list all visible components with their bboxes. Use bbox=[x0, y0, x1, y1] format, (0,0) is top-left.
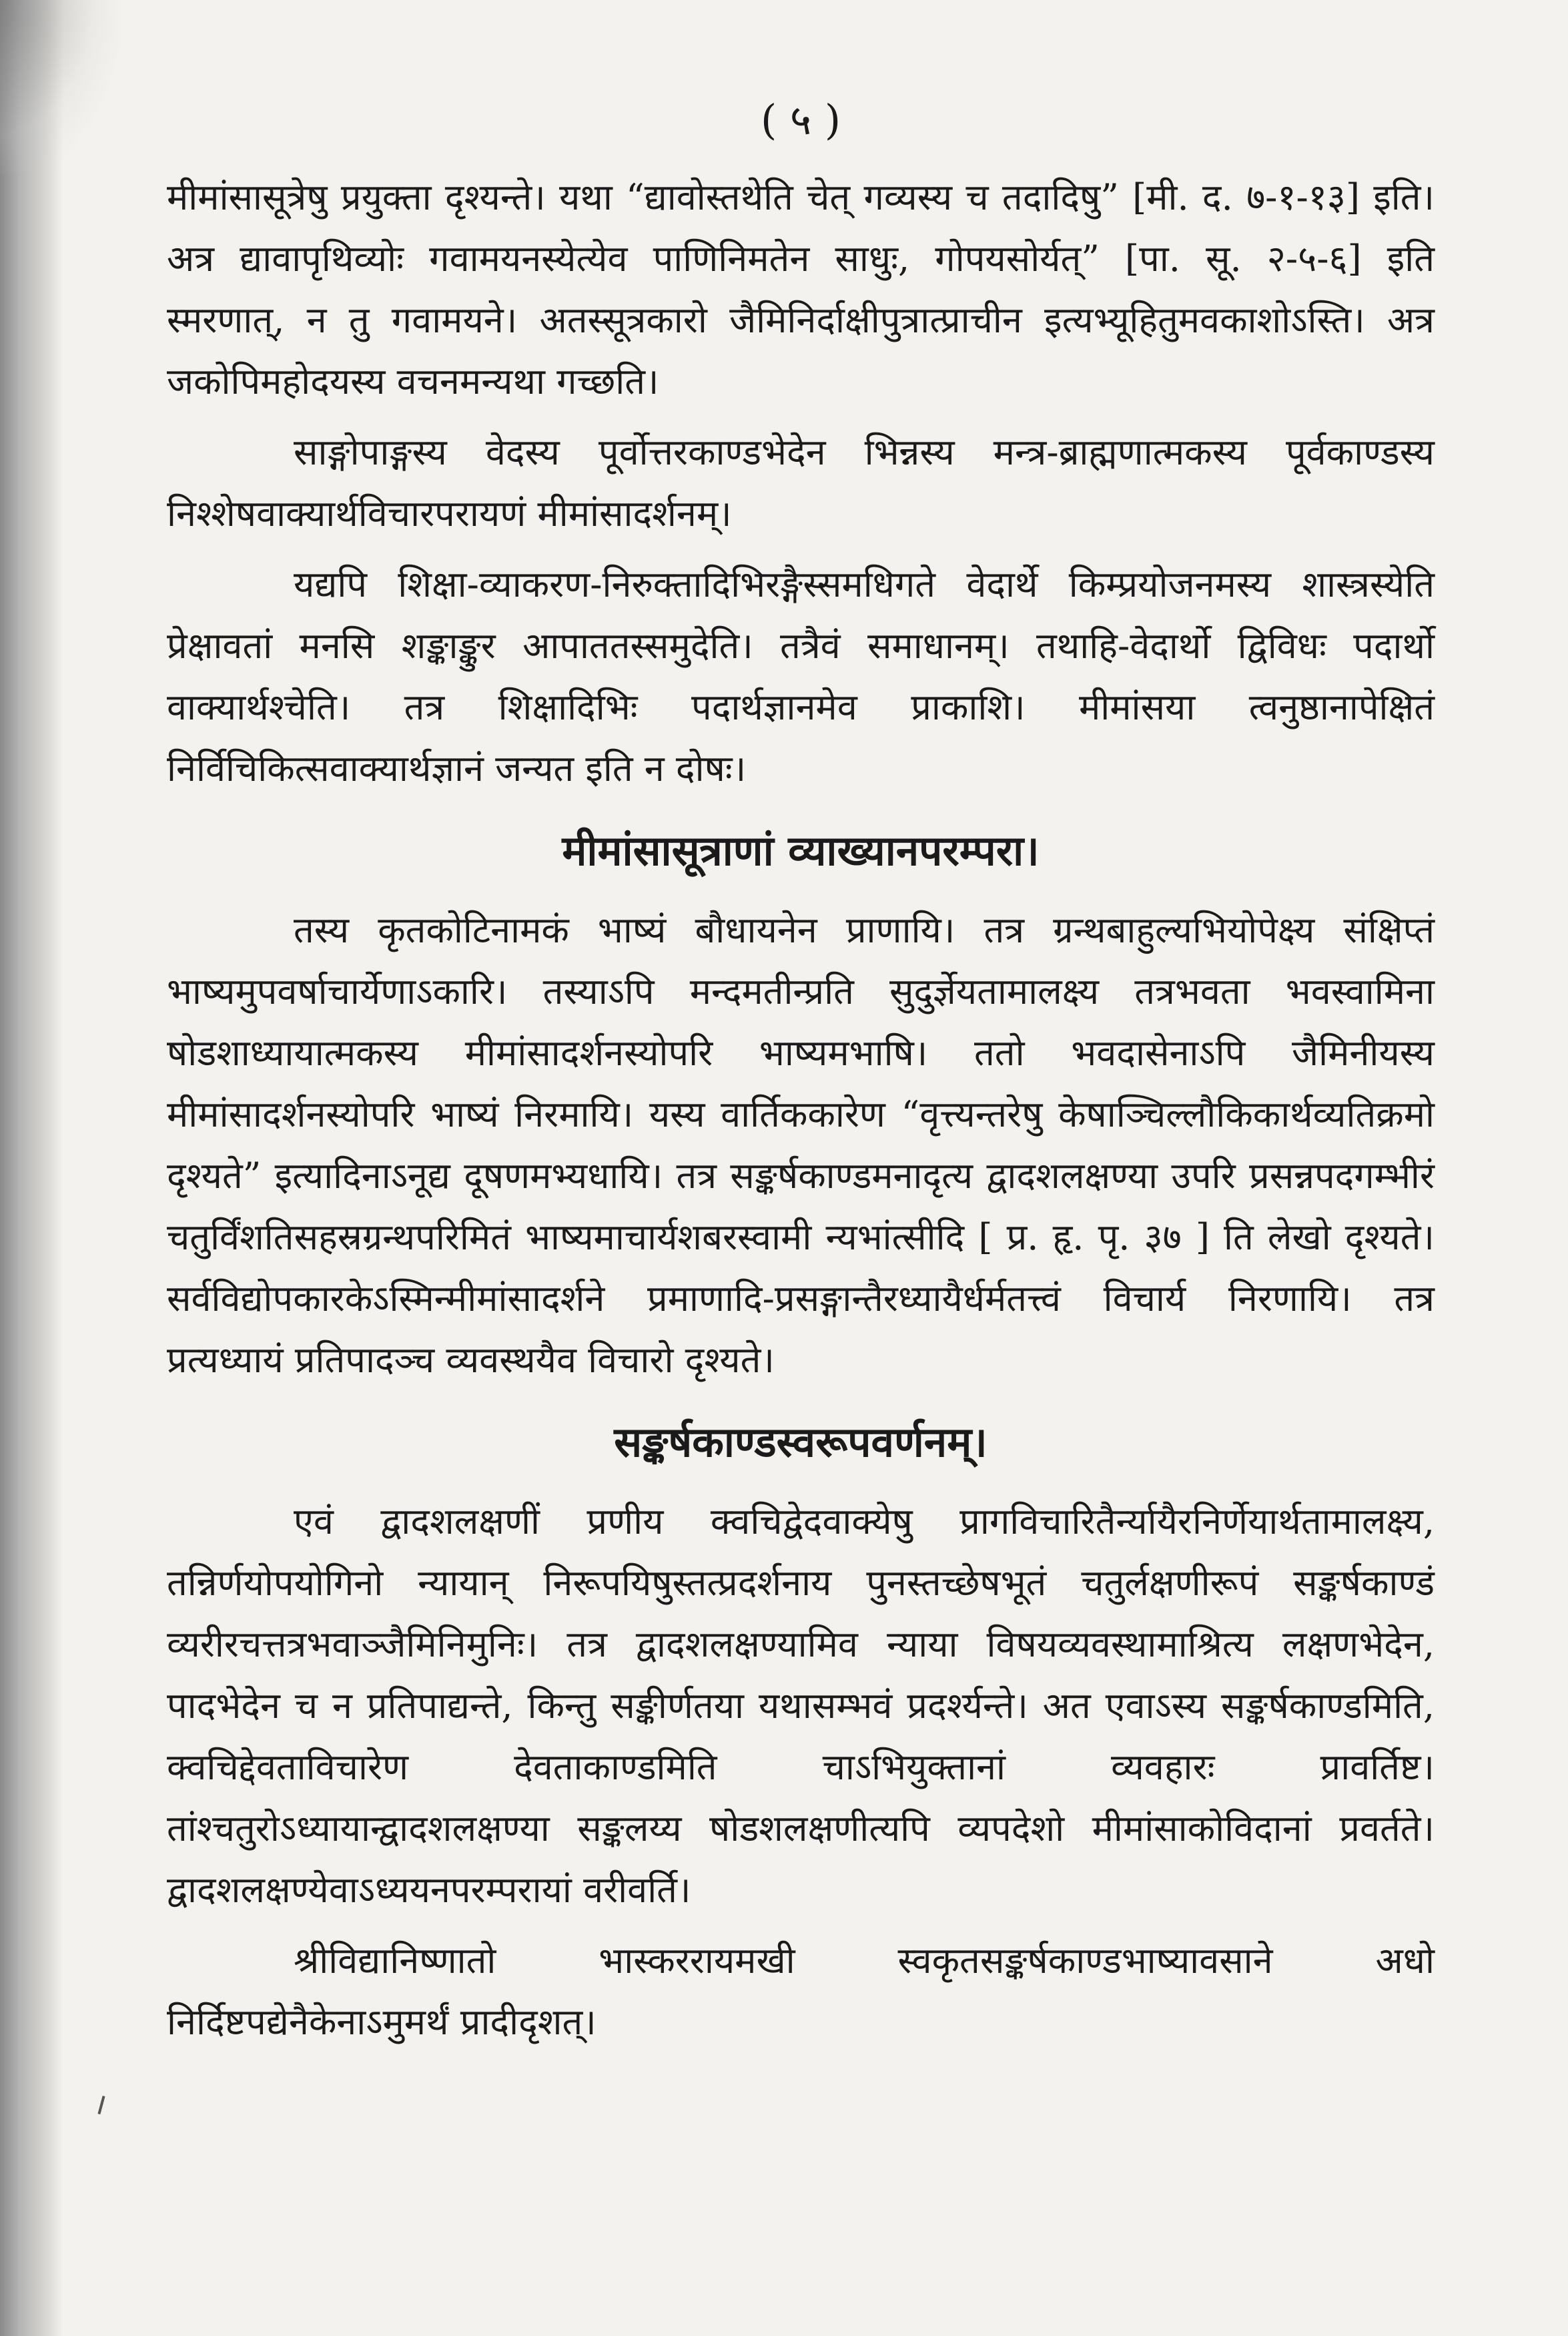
sankarsha-paragraph-2: श्रीविद्यानिष्णातो भास्कररायमखी स्वकृतसङ्कर्षकाण्डभाष्यावसाने अधो निर्दिष्टपद्येनैकेनाऽमुमर्थं प्रादीदृशत्। bbox=[167, 1940, 1435, 2043]
sankarsha-paragraph-1: एवं द्वादशलक्षणीं प्रणीय क्वचिद्वेदवाक्येषु प्रागविचारितैर्न्यायैरनिर्णेयार्थतामालक्ष्य, तन्निर्णयोपयोगिनो न्यायान् निरूपयिषुस्तत्प्रदर्शनाय पुनस्तच्छेषभूतं चतुर्लक्षणीरूपं सङ्कर्षकाण्डं व्यरीरचत्तत्रभवाञ्जैमिनिमुनिः। तत्र द्वादशलक्षण्यामिव न्याया विषयव्यवस्थामाश्रित्य लक्षणभेदेन, पादभेदेन च न प्रतिपाद्यन्ते, किन्तु सङ्कीर्णतया यथासम्भवं प्रदर्श्यन्ते। अत एवाऽस्य सङ्कर्षकाण्डमिति, क्वचिद्देवताविचारेण देवताकाण्डमिति चाऽभियुक्तानां व्यवहारः प्रावर्तिष्ट। तांश्चतुरोऽध्यायान्द्वादशलक्षण्या सङ्कलय्य षोडशलक्षणीत्यपि व्यपदेशो मीमांसाकोविदानां प्रवर्तते। द्वादशलक्षण्येवाऽध्ययनपरम्परायां वरीवर्ति। bbox=[167, 1500, 1435, 1911]
scan-shadow bbox=[0, 0, 120, 174]
vyakhyana-paragraph-1: तस्य कृतकोटिनामकं भाष्यं बौधायनेन प्राणायि। तत्र ग्रन्थबाहुल्यभियोपेक्ष्य संक्षिप्तं भाष्यमुपवर्षाचार्येणाऽकारि। तस्याऽपि मन्दमतीन्प्रति सुदुर्ज्ञेयतामालक्ष्य तत्रभवता भवस्वामिना षोडशाध्यायात्मकस्य मीमांसादर्शनस्योपरि भाष्यमभाषि। ततो भवदासेनाऽपि जैमिनीयस्य मीमांसादर्शनस्योपरि भाष्यं निरमायि। यस्य वार्तिककारेण “वृत्त्यन्तरेषु केषाञ्चिल्लौकिकार्थव्यतिक्रमो दृश्यते” इत्यादिनाऽनूद्य दूषणमभ्यधायि। तत्र सङ्कर्षकाण्डमनादृत्य द्वादशलक्षण्या उपरि प्रसन्नपदगम्भीरं चतुर्विंशतिसहस्रग्रन्थपरिमितं भाष्यमाचार्यशबरस्वामी न्यभांत्सीदि [ प्र. हृ. पृ. ३७ ] ति लेखो दृश्यते। सर्वविद्योपकारकेऽस्मिन्मीमांसादर्शने प्रमाणादि-प्रसङ्गान्तैरध्यायैर्धर्मतत्त्वं विचार्य निरणायि। तत्र प्रत्यध्यायं प्रतिपादञ्च व्यवस्थयैव विचारो दृश्यते। bbox=[167, 909, 1435, 1381]
intro-paragraph-1: मीमांसासूत्रेषु प्रयुक्ता दृश्यन्ते। यथा “द्यावोस्तथेति चेत् गव्यस्य च तदादिषु” [मी. द. ७-१-१३] इति। अत्र द्यावापृथिव्योः गवामयनस्येत्येव पाणिनिमतेन साधुः, गोपयसोर्यत्” [पा. सू. २-५-६] इति स्मरणात्, न तु गवामयने। अतस्सूत्रकारो जैमिनिर्दाक्षीपुत्रात्प्राचीन इत्यभ्यूहितुमवकाशोऽस्ति। अत्र जकोपिमहोदयस्य वचनमन्यथा गच्छति। bbox=[167, 176, 1435, 402]
scan-speck bbox=[97, 2096, 105, 2114]
document-page bbox=[167, 93, 1435, 2296]
scan-margin bbox=[0, 0, 63, 2336]
page-number: ( ५ ) bbox=[760, 95, 841, 144]
intro-paragraph-2: साङ्गोपाङ्गस्य वेदस्य पूर्वोत्तरकाण्डभेदेन भिन्नस्य मन्त्र-ब्राह्मणात्मकस्य पूर्वकाण्डस्य निश्शेषवाक्यार्थविचारपरायणं मीमांसादर्शनम्। bbox=[167, 431, 1435, 535]
section-heading-vyakhyana: मीमांसासूत्राणां व्याख्यानपरम्परा। bbox=[562, 826, 1040, 875]
section-heading-sankarsha: सङ्कर्षकाण्डस्वरूपवर्णनम्। bbox=[614, 1418, 988, 1466]
intro-paragraph-3: यद्यपि शिक्षा-व्याकरण-निरुक्तादिभिरङ्गैस्समधिगते वेदार्थे किम्प्रयोजनमस्य शास्त्रस्येति प्रेक्षावतां मनसि शङ्काङ्कुर आपाततस्समुदेति। तत्रैवं समाधानम्। तथाहि-वेदार्थो द्विविधः पदार्थो वाक्यार्थश्चेति। तत्र शिक्षादिभिः पदार्थज्ञानमेव प्राकाशि। मीमांसया त्वनुष्ठानापेक्षितं निर्विचिकित्सवाक्यार्थज्ञानं जन्यत इति न दोषः। bbox=[167, 563, 1435, 790]
